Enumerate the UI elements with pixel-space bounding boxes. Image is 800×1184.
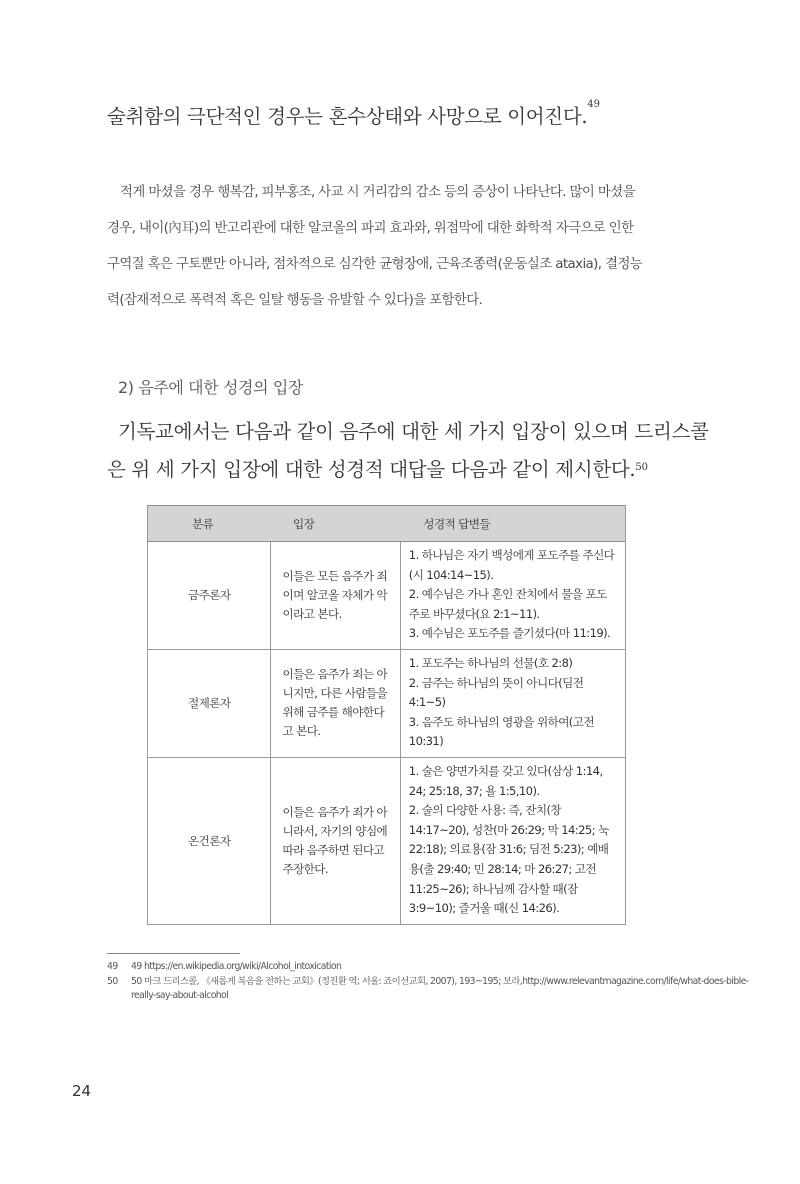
row-position: 이들은 모든 음주가 죄이며 알코올 자체가 악이라고 본다.	[271, 542, 400, 650]
subsection-title: 2) 음주에 대한 성경의 입장	[118, 378, 303, 397]
footnote-text-cont[interactable]: really-say-about-alcohol	[131, 990, 229, 1001]
paragraph-line: 구역질 혹은 구토뿐만 아니라, 점차적으로 심각한 균형장애, 근육조종력(운동실조 ataxia), 결정능	[107, 257, 643, 272]
header-answers: 성경적 답변들	[400, 506, 625, 542]
body-paragraph-1	[107, 175, 697, 319]
footnote-text[interactable]: 50 마크 드리스콜, 《새롭게 복음을 전하는 교회》(정진환 역; 서울: 죠이선교회, 2007), 193~195; 보라,http://www.relevantmagazine.com/life/what-does-bible-	[131, 976, 749, 987]
positions-table	[147, 505, 626, 925]
row-answers	[400, 542, 625, 650]
row-category: 절제론자	[148, 649, 271, 757]
footnote-50	[107, 975, 749, 1003]
row-category: 금주론자	[148, 542, 271, 650]
table-header-row	[148, 506, 626, 542]
footnote-divider	[107, 953, 240, 954]
paragraph-line-text: 은 위 세 가지 입장에 대한 성경적 대답을 다음과 같이 제시한다.	[107, 458, 636, 481]
row-position: 이들은 음주가 죄는 아니지만, 다른 사람들을 위해 금주를 해야한다고 본다.	[271, 649, 400, 757]
body-paragraph-2	[107, 413, 707, 489]
footnote-ref-50[interactable]: 50	[635, 462, 649, 473]
paragraph-line: 경우, 내이(內耳)의 반고리관에 대한 알코올의 파괴 효과와, 위점막에 대한 화학적 자극으로 인한	[107, 221, 634, 236]
paragraph-line: 력(잠재적으로 폭력적 혹은 일탈 행동을 유발할 수 있다)을 포함한다.	[107, 293, 483, 308]
row-answers	[400, 757, 625, 924]
row-answers	[400, 649, 625, 757]
row-position: 이들은 음주가 죄가 아니라서, 자기의 양심에 따라 음주하면 된다고 주장한다.	[271, 757, 400, 924]
table-row	[148, 757, 626, 924]
heading-text: 술취함의 극단적인 경우는 혼수상태와 사망으로 이어진다.	[107, 105, 588, 128]
answer-item: 3. 음주도 하나님의 영광을 위하여(고전 10:31)	[408, 714, 594, 749]
table-row	[148, 542, 626, 650]
footnote-number: 50	[107, 976, 118, 987]
header-category: 분류	[148, 506, 271, 542]
answer-item: 1. 하나님은 자기 백성에게 포도주를 주신다(시 104:14~15).	[408, 548, 615, 582]
footnote-number: 49	[107, 961, 118, 972]
answer-item: 2. 술의 다양한 사용: 즉, 잔치(창 14:17~20), 성찬(마 26:29; 막 14:25; 눅 22:18); 의료용(잠 31:6; 딤전 5:23); 예배용(출 29:40; 민 28:14; 마 26:27; 고전 11:25~26); 하나님께 감사할 때(잠 3:9~10); 즐거울 때(신 14:26).	[408, 803, 609, 916]
footnote-49	[107, 960, 341, 974]
paragraph-line	[107, 451, 707, 489]
answer-item: 1. 포도주는 하나님의 선물(호 2:8)	[408, 655, 573, 670]
answer-item: 2. 예수님은 가나 혼인 잔치에서 물을 포도주로 바꾸셨다(요 2:1~11).	[408, 587, 607, 621]
answer-item: 3. 예수님은 포도주를 즐기셨다(마 11:19).	[408, 626, 611, 641]
paragraph-line: 기독교에서는 다음과 같이 음주에 대한 세 가지 입장이 있으며 드리스콜	[118, 420, 709, 443]
section-heading	[107, 101, 707, 129]
footnote-ref-49[interactable]: 49	[587, 99, 601, 110]
footnote-link[interactable]: 49 https://en.wikipedia.org/wiki/Alcohol_intoxication	[131, 961, 342, 972]
row-category: 온건론자	[148, 757, 271, 924]
page-number: 24	[72, 1082, 92, 1100]
table-row	[148, 649, 626, 757]
header-position: 입장	[271, 506, 400, 542]
paragraph-line: 적게 마셨을 경우 행복감, 피부홍조, 사교 시 거리감의 감소 등의 증상이 나타난다. 많이 마셨을	[120, 185, 635, 200]
answer-item: 2. 금주는 하나님의 뜻이 아니다(딤전 4:1~5)	[408, 675, 584, 710]
answer-item: 1. 술은 양면가치를 갖고 있다(삼상 1:14, 24; 25:18, 37; 욜 1:5,10).	[408, 763, 603, 798]
